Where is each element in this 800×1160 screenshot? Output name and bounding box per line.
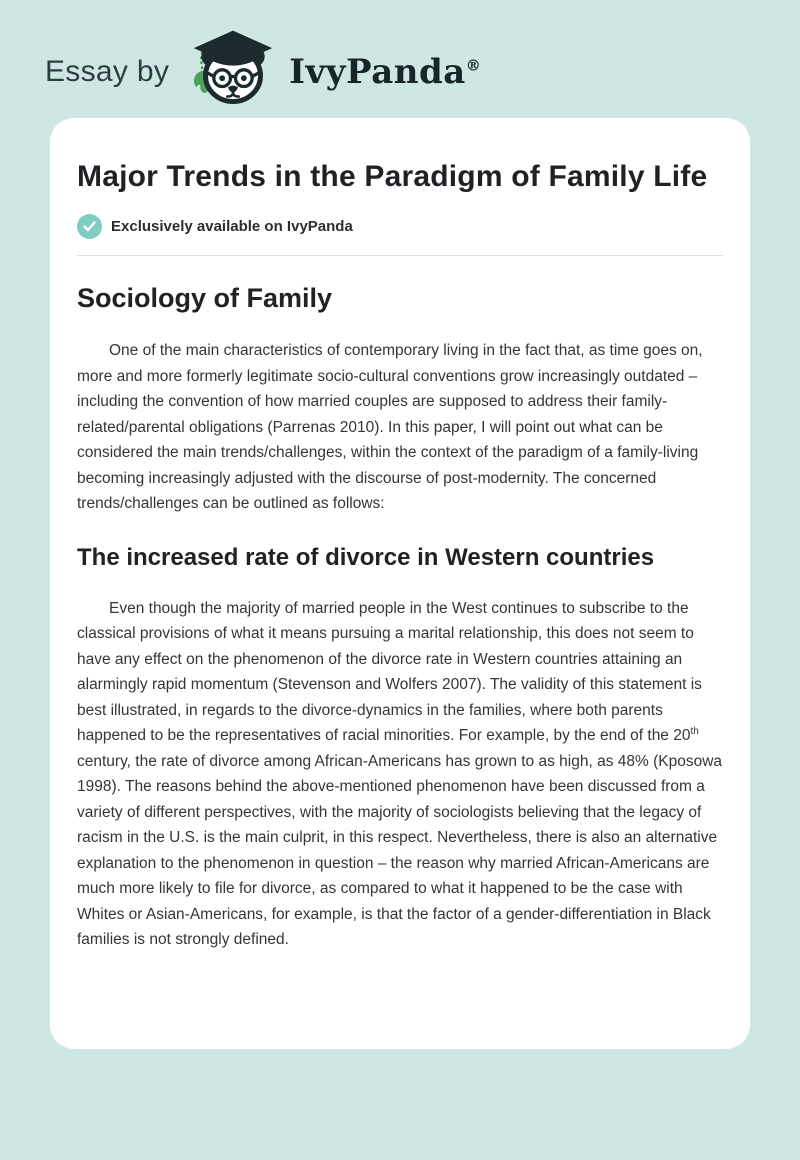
availability-label: Exclusively available on IvyPanda [111, 218, 353, 235]
essay-card [50, 118, 750, 1049]
paragraph-text-part1: Even though the majority of married people in the West continues to subscribe to the classical provisions of what it means pursuing a marital relationship, this does not seem to have any effect on the phenomenon of the divorce rate in Western countries attaining an alarmingly rapid momentum (Stevenson and Wolfers 2007). The validity of this statement is best illustrated, in regards to the divorce-dynamics in the families, where both parents happened to be the representatives of racial minorities. For example, by the end of the 20 [77, 599, 702, 744]
paragraph-text-part2: century, the rate of divorce among African-Americans has grown to as high, as 48% (Kposowa 1998). The reasons behind the above-mentioned phenomenon have been discussed from a variety of different perspectives, with the majority of sociologists believing that the legacy of racism in the U.S. is the main culprit, in this respect. Nevertheless, there is also an alternative explanation to the phenomenon in question – the reason why married African-Americans are much more likely to file for divorce, as compared to what it happened to be the case with Whites or Asian-Americans, for example, is that the factor of a gender-differentiation in Black families is not strongly defined. [77, 752, 723, 948]
check-circle-icon [77, 214, 102, 239]
divider [77, 255, 723, 256]
site-header [0, 0, 800, 118]
essay-title: Major Trends in the Paradigm of Family Life [77, 160, 708, 193]
brand-name [289, 52, 481, 92]
section-heading-divorce-rate: The increased rate of divorce in Western countries [77, 543, 655, 571]
essay-by-text: Essay by [45, 55, 170, 88]
paragraph-sociology-of-family [77, 338, 723, 517]
paragraph-text: One of the main characteristics of contemporary living in the fact that, as time goes on, more and more formerly legitimate socio-cultural conventions grow increasingly outdated – including the convention of how married couples are supposed to address their family-related/parental obligations (Parrenas 2010). In this paper, I will point out what can be considered the main trends/challenges, within the context of the paradigm of a family-living becoming increasingly adjusted with the discourse of post-modernity. The concerned trends/challenges can be outlined as follows: [77, 342, 703, 512]
availability-badge [77, 214, 723, 239]
brand-text: IvyPanda [289, 52, 466, 92]
registered-mark: ® [465, 56, 482, 75]
panda-graduate-logo-icon [189, 29, 277, 109]
ordinal-superscript: th [690, 725, 699, 737]
section-heading-sociology-of-family: Sociology of Family [77, 283, 333, 313]
paragraph-divorce-rate [77, 596, 723, 953]
